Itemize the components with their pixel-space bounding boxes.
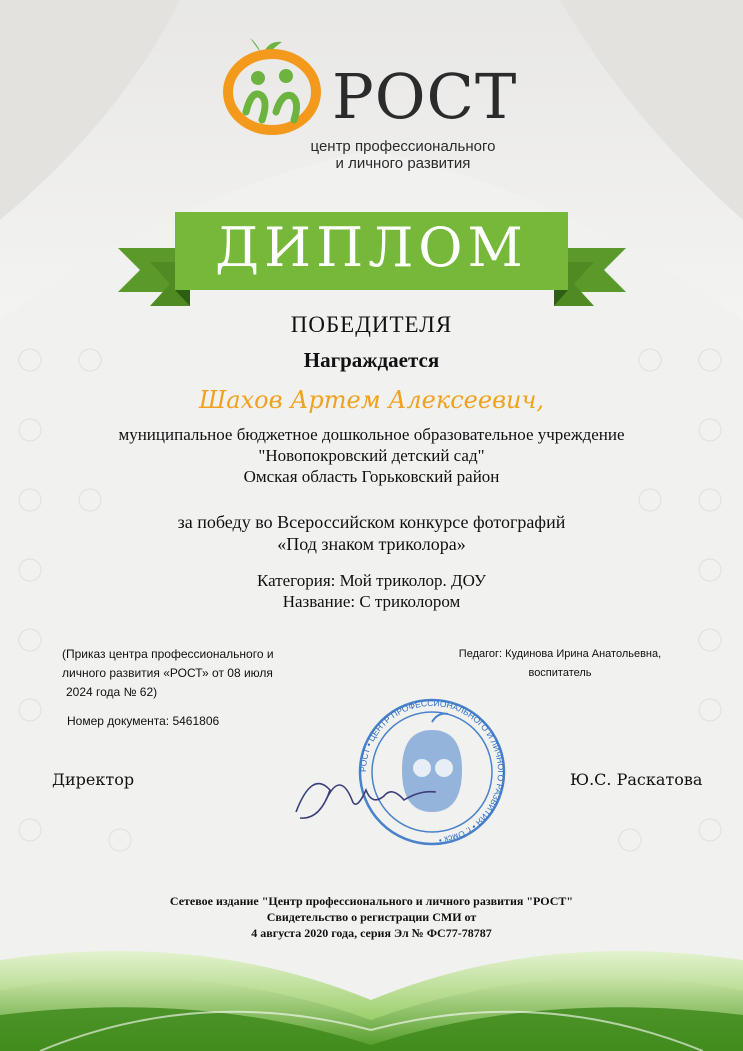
teacher-info — [420, 645, 700, 683]
signer-name: Ю.С. Раскатова — [570, 770, 703, 789]
director-label: Директор — [52, 770, 135, 789]
document-number: Номер документа: 5461806 — [67, 714, 220, 728]
award-reason — [0, 511, 743, 555]
footer-line3: 4 августа 2020 года, серия Эл № ФС77-78787 — [251, 926, 492, 940]
order-line3: 2024 года № 62) — [66, 685, 158, 699]
logo-brand-name: РОСТ — [332, 60, 518, 133]
institution-line1: муниципальное бюджетное дошкольное образовательное учреждение — [118, 425, 625, 444]
teacher-line2: воспитатель — [528, 667, 592, 679]
institution-block — [0, 424, 743, 487]
diploma-title: ДИПЛОМ — [215, 216, 528, 279]
institution-line2: "Новопокровский детский сад" — [258, 446, 485, 465]
winner-heading: ПОБЕДИТЕЛЯ — [290, 312, 453, 337]
teacher-line1: Педагог: Кудинова Ирина Анатольевна, — [458, 648, 662, 660]
award-line2: «Под знаком триколора» — [277, 534, 466, 554]
recipient-name: Шахов Артем Алексеевич, — [198, 386, 545, 414]
logo-subtitle — [288, 138, 518, 172]
stamp-text: РОСТ • ЦЕНТР ПРОФЕССИОНАЛЬНОГО И ЛИЧНОГО РАЗВИТИЯ • г. Омск • — [357, 697, 507, 846]
order-reference — [62, 645, 322, 702]
footer-line1: Сетевое издание "Центр профессионального и личного развития "РОСТ" — [169, 894, 574, 908]
award-line1: за победу во Всероссийском конкурсе фотографий — [177, 512, 566, 532]
footer-line2: Свидетельство о регистрации СМИ от — [266, 910, 477, 924]
logo-subtitle-line1: центр профессионального — [310, 138, 496, 155]
order-line1: (Приказ центра профессионального и — [62, 647, 274, 661]
logo-subtitle-line2: и личного развития — [335, 155, 471, 172]
award-category: Категория: Мой триколор. ДОУ — [256, 571, 487, 590]
institution-line3: Омская область Горьковский район — [243, 467, 500, 486]
footer-publication-info — [0, 893, 743, 941]
award-title: Название: С триколором — [282, 592, 461, 611]
order-line2: личного развития «РОСТ» от 08 июля — [62, 666, 273, 680]
awarded-heading: Награждается — [303, 348, 440, 372]
award-category-block — [0, 570, 743, 612]
